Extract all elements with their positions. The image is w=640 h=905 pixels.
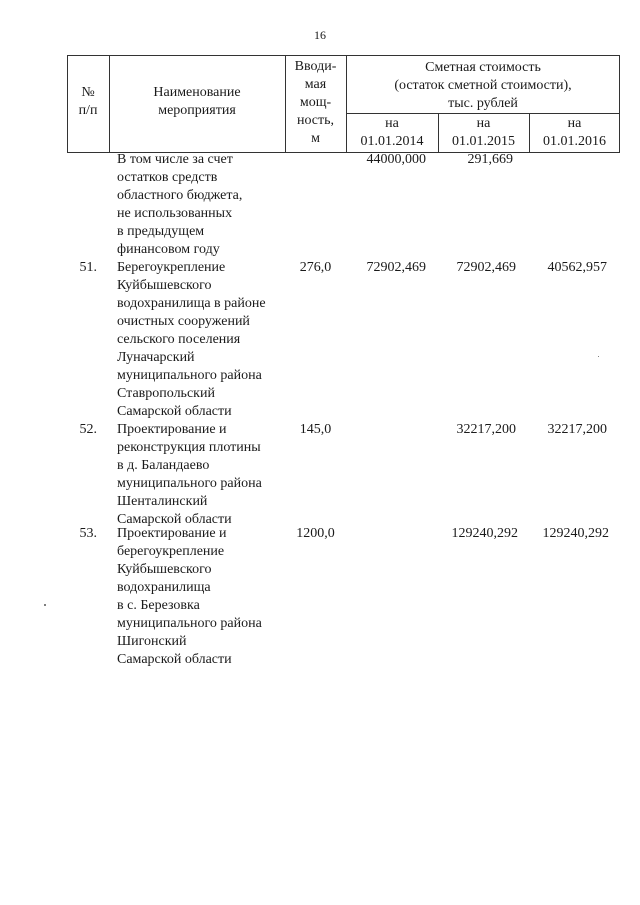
scan-speck	[44, 604, 46, 606]
cost-subheader-border	[346, 113, 620, 114]
scan-speck	[598, 356, 599, 357]
row-value-2016: 40562,957	[547, 260, 607, 275]
page-number: 16	[314, 28, 326, 42]
row-name: Проектирование и берегоукрепление Куйбышевского водохранилища в с. Березовка муниципального района Шигонский Самарской области	[117, 526, 262, 667]
row-value-2015: 32217,200	[456, 422, 516, 437]
row-capacity: 1200,0	[296, 526, 335, 541]
row-name: Проектирование и реконструкция плотины в д. Баландаево муниципального района Шенталинский Самарской области	[117, 422, 262, 527]
row-value-2015: 129240,292	[451, 526, 518, 541]
header-date-2015: на 01.01.2015	[452, 116, 515, 149]
header-date-2014: на 01.01.2014	[360, 116, 424, 149]
row-value-2014: 72902,469	[366, 260, 426, 275]
row-number: 52.	[79, 422, 97, 437]
row-capacity: 145,0	[299, 422, 332, 437]
row-number: 53.	[79, 526, 97, 541]
header-capacity: Вводи- мая мощ- ность, м	[294, 59, 337, 146]
row-value-2014: 44000,000	[366, 152, 426, 167]
row-capacity: 276,0	[299, 260, 332, 275]
row-value-2016: 32217,200	[547, 422, 607, 437]
row-number: 51.	[79, 260, 97, 275]
row-value-2015: 72902,469	[456, 260, 516, 275]
row-name: В том числе за счет остатков средств областного бюджета, не использованных в предыдущем финансовом году	[117, 152, 243, 257]
row-value-2016: 129240,292	[542, 526, 609, 541]
header-date-2016: на 01.01.2016	[543, 116, 606, 149]
header-cost-title: Сметная стоимость (остаток сметной стоимости), тыс. рублей	[394, 60, 572, 111]
row-name: Берегоукрепление Куйбышевского водохранилища в районе очистных сооружений сельского поселения Луначарский муниципального района Ставропольский Самарской области	[117, 260, 266, 419]
table-top-border	[67, 55, 620, 56]
header-name: Наименование мероприятия	[153, 85, 241, 118]
row-value-2015: 291,669	[467, 152, 513, 167]
header-num: № п/п	[78, 85, 98, 118]
